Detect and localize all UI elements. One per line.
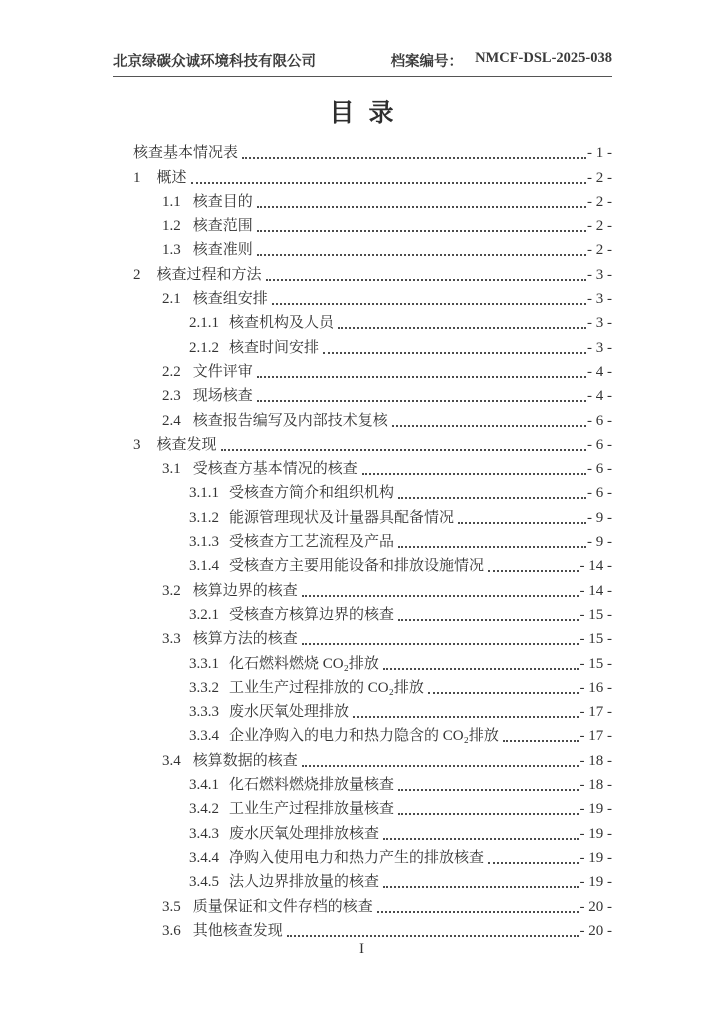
- toc-entry-number: 3.5: [162, 898, 181, 915]
- toc-entry-number: 2.3: [162, 388, 181, 405]
- toc-entry: [133, 140, 612, 164]
- toc-entry-page: - 2 -: [587, 218, 612, 235]
- toc-leader-dots: [257, 230, 586, 232]
- toc-list: [133, 140, 612, 942]
- toc-leader-dots: [503, 740, 579, 742]
- toc-entry: [133, 213, 612, 237]
- toc-entry-page: - 3 -: [587, 315, 612, 332]
- toc-entry-number: 3.1.2: [189, 509, 219, 526]
- toc-entry: [133, 456, 612, 480]
- toc-entry-page: - 14 -: [579, 558, 612, 575]
- toc-entry-number: 3.3.2: [189, 679, 219, 696]
- toc-entry-title: 概述: [156, 169, 187, 186]
- toc-entry-page: - 15 -: [579, 655, 612, 672]
- toc-entry-number: 1.3: [162, 242, 181, 259]
- toc-entry-page: - 18 -: [579, 752, 612, 769]
- toc-leader-dots: [302, 595, 579, 597]
- toc-entry: [133, 626, 612, 650]
- toc-entry-number: 1.2: [162, 218, 181, 235]
- toc-leader-dots: [428, 692, 579, 694]
- toc-entry-title: 核查时间安排: [229, 339, 320, 356]
- toc-entry-page: - 1 -: [587, 145, 612, 162]
- toc-entry: [133, 650, 612, 674]
- toc-entry: [133, 723, 612, 747]
- toc-entry: [133, 359, 612, 383]
- toc-leader-dots: [266, 279, 586, 281]
- toc-entry: [133, 189, 612, 213]
- toc-entry-number: 3.4.3: [189, 825, 219, 842]
- toc-entry-page: - 3 -: [587, 291, 612, 308]
- toc-leader-dots: [458, 522, 586, 524]
- toc-entry-title: 核查报告编写及内部技术复核: [192, 412, 388, 429]
- toc-entry: [133, 286, 612, 310]
- toc-entry: [133, 796, 612, 820]
- toc-entry-title: 核算数据的核查: [192, 752, 298, 769]
- toc-entry-page: - 19 -: [579, 825, 612, 842]
- toc-leader-dots: [398, 546, 586, 548]
- toc-leader-dots: [257, 254, 586, 256]
- toc-leader-dots: [383, 668, 579, 670]
- toc-entry-page: - 14 -: [579, 582, 612, 599]
- toc-entry: [133, 553, 612, 577]
- toc-entry-page: - 17 -: [579, 704, 612, 721]
- toc-leader-dots: [383, 886, 578, 888]
- toc-entry-title: 现场核查: [192, 388, 253, 405]
- toc-entry-title: 能源管理现状及计量器具配备情况: [229, 509, 455, 526]
- toc-entry-page: - 3 -: [587, 266, 612, 283]
- toc-leader-dots: [392, 425, 586, 427]
- toc-entry-number: 3.3.1: [189, 655, 219, 672]
- toc-entry-number: 3.4.5: [189, 874, 219, 891]
- toc-entry-page: - 17 -: [579, 728, 612, 745]
- toc-entry-page: - 2 -: [587, 242, 612, 259]
- toc-entry-page: - 9 -: [587, 509, 612, 526]
- toc-leader-dots: [398, 789, 578, 791]
- toc-entry-page: - 16 -: [579, 679, 612, 696]
- archive-number-group: [391, 50, 612, 71]
- toc-entry-number: 2.1.1: [189, 315, 219, 332]
- toc-entry-number: 3: [133, 436, 141, 453]
- toc-entry-title: 核算边界的核查: [192, 582, 298, 599]
- toc-entry: [133, 383, 612, 407]
- toc-leader-dots: [302, 765, 579, 767]
- company-name: 北京绿碳众诚环境科技有限公司: [113, 54, 316, 70]
- toc-entry-title: 受核查方主要用能设备和排放设施情况: [229, 558, 485, 575]
- toc-leader-dots: [383, 838, 578, 840]
- toc-entry: [133, 529, 612, 553]
- toc-entry: [133, 334, 612, 358]
- toc-entry-number: 3.1.3: [189, 534, 219, 551]
- toc-entry: [133, 699, 612, 723]
- toc-entry-page: - 2 -: [587, 193, 612, 210]
- toc-entry-page: - 6 -: [587, 412, 612, 429]
- toc-entry-number: 3.4.4: [189, 849, 219, 866]
- toc-entry: [133, 237, 612, 261]
- toc-leader-dots: [398, 619, 578, 621]
- toc-entry-title: 化石燃料燃烧排放量核查: [229, 777, 395, 794]
- toc-entry-number: 3.1.4: [189, 558, 219, 575]
- toc-entry-page: - 4 -: [587, 388, 612, 405]
- toc-entry-page: - 20 -: [579, 922, 612, 939]
- archive-label: 档案编号：: [390, 54, 464, 70]
- toc-entry-number: 2.2: [162, 363, 181, 380]
- toc-entry: [133, 432, 612, 456]
- toc-entry-number: 3.3.4: [189, 728, 219, 745]
- toc-entry-number: 3.4: [162, 752, 181, 769]
- toc-entry-page: - 19 -: [579, 801, 612, 818]
- toc-entry-number: 1: [133, 169, 141, 186]
- toc-entry: [133, 893, 612, 917]
- archive-number: NMCF-DSL-2025-038: [475, 50, 612, 66]
- toc-leader-dots: [398, 813, 578, 815]
- toc-entry-title: 工业生产过程排放的 CO₂排放: [229, 679, 424, 696]
- toc-entry-number: 3.4.1: [189, 777, 219, 794]
- toc-leader-dots: [488, 862, 578, 864]
- toc-entry-number: 3.4.2: [189, 801, 219, 818]
- toc-leader-dots: [257, 206, 586, 208]
- page-title: 目录: [329, 100, 408, 127]
- toc-entry-title: 废水厌氧处理排放核查: [229, 825, 380, 842]
- toc-entry: [133, 577, 612, 601]
- toc-leader-dots: [302, 643, 579, 645]
- toc-leader-dots: [488, 570, 578, 572]
- toc-entry-title: 净购入使用电力和热力产生的排放核查: [229, 849, 485, 866]
- toc-entry-page: - 15 -: [579, 606, 612, 623]
- toc-entry-page: - 6 -: [587, 436, 612, 453]
- toc-entry-number: 3.6: [162, 922, 181, 939]
- toc-entry-page: - 18 -: [579, 777, 612, 794]
- toc-entry: [133, 480, 612, 504]
- toc-entry: [133, 504, 612, 528]
- toc-entry-number: 1.1: [162, 193, 181, 210]
- toc-entry-title: 受核查方核算边界的核查: [229, 606, 395, 623]
- toc-leader-dots: [398, 497, 586, 499]
- toc-entry-page: - 4 -: [587, 363, 612, 380]
- toc-entry: [133, 772, 612, 796]
- toc-entry-number: 3.3: [162, 631, 181, 648]
- toc-entry-title: 核查过程和方法: [156, 266, 262, 283]
- toc-entry-page: - 19 -: [579, 874, 612, 891]
- toc-entry-number: 2.4: [162, 412, 181, 429]
- toc-entry-title: 其他核查发现: [192, 922, 283, 939]
- toc-entry: [133, 602, 612, 626]
- toc-entry-title: 核查组安排: [192, 291, 268, 308]
- toc-entry: [133, 164, 612, 188]
- toc-entry-title: 核算方法的核查: [192, 631, 298, 648]
- toc-entry-title: 核查发现: [156, 436, 217, 453]
- toc-entry-page: - 2 -: [587, 169, 612, 186]
- toc-entry: [133, 820, 612, 844]
- toc-leader-dots: [338, 327, 586, 329]
- toc-entry: [133, 407, 612, 431]
- toc-leader-dots: [191, 182, 586, 184]
- toc-entry-number: 3.1: [162, 461, 181, 478]
- toc-entry-page: - 6 -: [587, 485, 612, 502]
- toc-entry-title: 核查基本情况表: [133, 145, 239, 162]
- footer-page-number: I: [359, 941, 364, 957]
- document-header: [113, 50, 612, 77]
- toc-entry: [133, 918, 612, 942]
- toc-entry: [133, 747, 612, 771]
- toc-entry-number: 3.2: [162, 582, 181, 599]
- toc-entry-title: 核查准则: [192, 242, 253, 259]
- toc-entry-number: 3.3.3: [189, 704, 219, 721]
- toc-entry-number: 2: [133, 266, 141, 283]
- toc-entry-title: 化石燃料燃烧 CO₂排放: [229, 655, 379, 672]
- toc-leader-dots: [362, 473, 586, 475]
- toc-entry: [133, 675, 612, 699]
- toc-entry-page: - 3 -: [587, 339, 612, 356]
- toc-leader-dots: [242, 157, 586, 159]
- toc-entry-title: 文件评审: [192, 363, 253, 380]
- toc-leader-dots: [221, 449, 586, 451]
- toc-entry-title: 核查范围: [192, 218, 253, 235]
- toc-entry-title: 核查机构及人员: [229, 315, 335, 332]
- toc-entry: [133, 310, 612, 334]
- toc-leader-dots: [272, 303, 586, 305]
- toc-leader-dots: [377, 911, 579, 913]
- toc-leader-dots: [287, 935, 579, 937]
- toc-entry-title: 核查目的: [192, 193, 253, 210]
- toc-entry-title: 工业生产过程排放量核查: [229, 801, 395, 818]
- toc-leader-dots: [257, 376, 586, 378]
- toc-entry-page: - 9 -: [587, 534, 612, 551]
- toc-entry-page: - 19 -: [579, 849, 612, 866]
- toc-entry-number: 3.2.1: [189, 606, 219, 623]
- toc-entry-title: 受核查方基本情况的核查: [192, 461, 358, 478]
- toc-leader-dots: [257, 400, 586, 402]
- toc-entry-title: 受核查方简介和组织机构: [229, 485, 395, 502]
- toc-entry: [133, 261, 612, 285]
- toc-leader-dots: [353, 716, 578, 718]
- toc-entry-page: - 6 -: [587, 461, 612, 478]
- toc-entry-number: 3.1.1: [189, 485, 219, 502]
- toc-entry-title: 受核查方工艺流程及产品: [229, 534, 395, 551]
- toc-entry: [133, 869, 612, 893]
- toc-entry-number: 2.1.2: [189, 339, 219, 356]
- toc-entry-page: - 20 -: [579, 898, 612, 915]
- toc-entry-page: - 15 -: [579, 631, 612, 648]
- toc-leader-dots: [323, 352, 586, 354]
- toc-entry: [133, 845, 612, 869]
- toc-entry-title: 法人边界排放量的核查: [229, 874, 380, 891]
- toc-entry-title: 企业净购入的电力和热力隐含的 CO₂排放: [229, 728, 499, 745]
- toc-entry-title: 废水厌氧处理排放: [229, 704, 350, 721]
- toc-entry-number: 2.1: [162, 291, 181, 308]
- toc-entry-title: 质量保证和文件存档的核查: [192, 898, 373, 915]
